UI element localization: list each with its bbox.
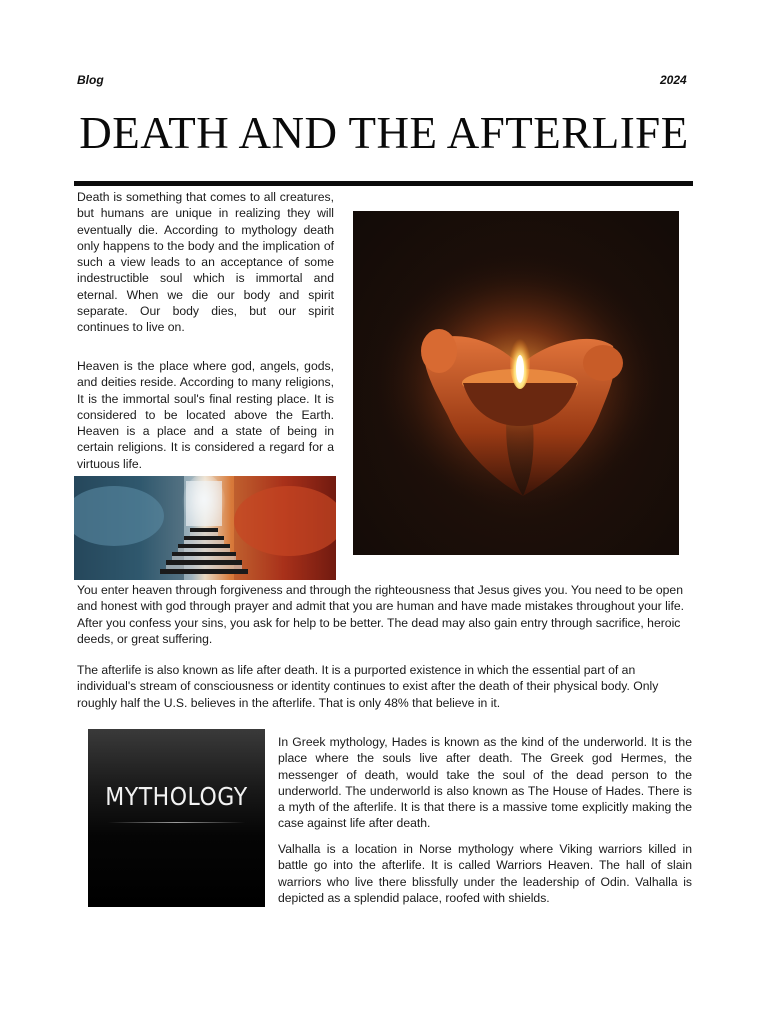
paragraph-greek-mythology: In Greek mythology, Hades is known as the kind of the underworld. It is the place where the souls live after death. The Greek god Hermes, the messenger of death, would take the soul of the dead person to the underworld. The underworld is also known as The House of Hades. There is a myth of the afterlife. It is that there is a massive tome explicitly making the case against life after death. [278, 735, 692, 831]
year-label: 2024 [660, 73, 687, 87]
paragraph-death: Death is something that comes to all creatures, but humans are unique in realizing they will eventually die. According to mythology death only happens to the body and the implication of such a view leads to an acceptance of some indestructible soul which is immortal and eternal. When we die our body and spirit separate. Our body dies, but our spirit continues to live on. [77, 190, 334, 335]
paragraph-afterlife: The afterlife is also known as life after death. It is a purported existence in which the essential part of an individual's stream of consciousness or identity continues to exist after the death of their physical body. Only roughly half the U.S. believes in the afterlife. That is only 48% that believe in it. [77, 663, 659, 710]
candle-hands-image [353, 211, 679, 555]
paragraph-heaven: Heaven is the place where god, angels, gods, and deities reside. According to many religions, It is the immortal soul's final resting place. It is considered to be located above the Earth. Heaven is a place and a state of being in certain religions. It is considered a regard for a virtuous life. [77, 359, 334, 471]
paragraph-enter-heaven: You enter heaven through forgiveness and through the righteousness that Jesus gives you. You need to be open and honest with god through prayer and admit that you are human and have made mistakes throughout your life. After you confess your sins, you ask for help to be better. The dead may also gain entry through sacrifice, heroic deeds, or great suffering. [77, 583, 685, 646]
mythology-image-text: MYTHOLOGY [105, 783, 248, 812]
stairway-heaven-image [74, 476, 336, 580]
page-title: DEATH AND THE AFTERLIFE [79, 108, 689, 158]
title-divider [74, 181, 693, 186]
paragraph-valhalla: Valhalla is a location in Norse mythology where Viking warriors killed in battle go into the afterlife. It is called Warriors Heaven. The hall of slain warriors who live there blissfully under the leadership of Odin. Valhalla is depicted as a splendid palace, roofed with shields. [278, 842, 692, 905]
mythology-image [88, 729, 265, 907]
blog-label: Blog [77, 73, 104, 87]
